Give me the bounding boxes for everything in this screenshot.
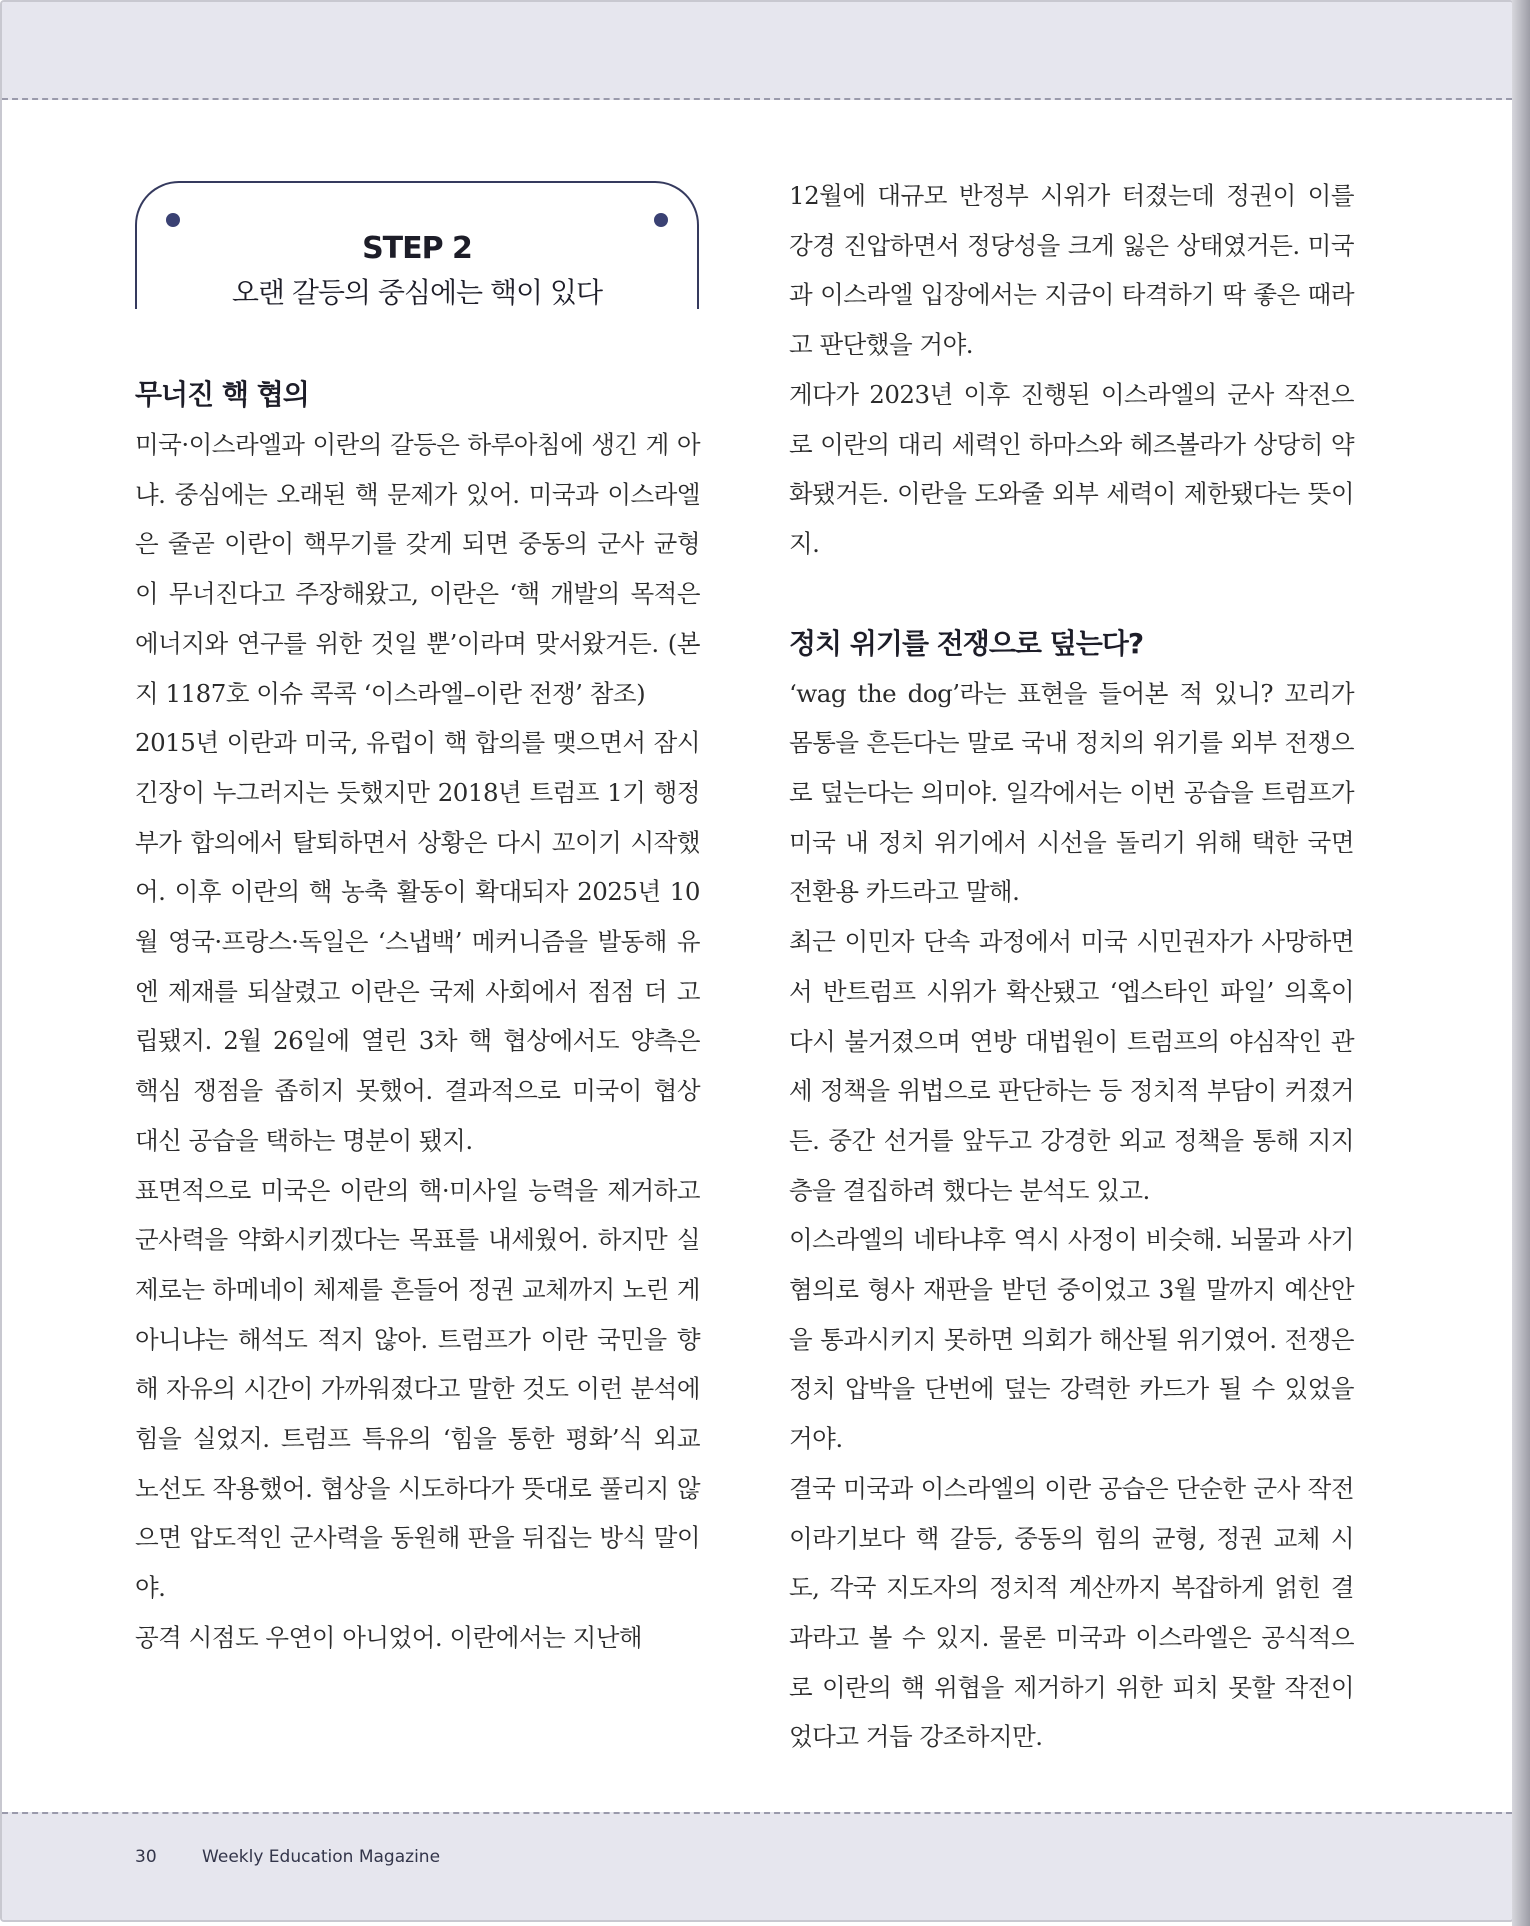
body-paragraph: 공격 시점도 우연이 아니었어. 이란에서는 지난해 [135, 1622, 643, 1652]
dot-ornament-right [654, 213, 668, 227]
right-column [789, 171, 1354, 1762]
body-paragraph: 이스라엘의 네타냐후 역시 사정이 비슷해. 뇌물과 사기 혐의로 형사 재판을 받던 중이었고 3월 말까지 예산안을 통과시키지 못하면 의회가 해산될 위기였어. 전쟁은 정치 압박을 단번에 덮는 강력한 카드가 될 수 있었을 거야. [789, 1225, 1354, 1454]
left-column [135, 370, 700, 1663]
top-margin-band [2, 2, 1512, 100]
step-header-box [135, 181, 699, 309]
body-paragraph: 표면적으로 미국은 이란의 핵·미사일 능력을 제거하고 군사력을 약화시키겠다는 목표를 내세웠어. 하지만 실제로는 하메네이 체제를 흔들어 정권 교체까지 노린 게 아니냐는 해석도 적지 않아. 트럼프가 이란 국민을 향해 자유의 시간이 가까워졌다고 말한 것도 이런 분석에 힘을 실었지. 트럼프 특유의 ‘힘을 통한 평화’식 외교 노선도 작용했어. 협상을 시도하다가 뜻대로 풀리지 않으면 압도적인 군사력을 동원해 판을 뒤집는 방식 말이야. [135, 1175, 700, 1603]
body-paragraph: 12월에 대규모 반정부 시위가 터졌는데 정권이 이를 강경 진압하면서 정당성을 크게 잃은 상태였거든. 미국과 이스라엘 입장에서는 지금이 타격하기 딱 좋은 때라고 판단했을 거야. [789, 181, 1354, 360]
body-paragraph: 미국·이스라엘과 이란의 갈등은 하루아침에 생긴 게 아냐. 중심에는 오래된 핵 문제가 있어. 미국과 이스라엘은 줄곧 이란이 핵무기를 갖게 되면 중동의 군사 균형이 무너진다고 주장해왔고, 이란은 ‘핵 개발의 목적은 에너지와 연구를 위한 것일 뿐’이라며 맞서왔거든. (본지 1187호 이슈 콕콕 ‘이스라엘–이란 전쟁’ 참조) [135, 430, 700, 708]
page-number: 30 [135, 1847, 157, 1867]
body-paragraph: ‘wag the dog’라는 표현을 들어본 적 있니? 꼬리가 몸통을 흔든다는 말로 국내 정치의 위기를 외부 전쟁으로 덮는다는 의미야. 일각에서는 이번 공습을 트럼프가 미국 내 정치 위기에서 시선을 돌리기 위해 택한 국면 전환용 카드라고 말해. [789, 678, 1354, 907]
dot-ornament-left [166, 213, 180, 227]
body-paragraph: 게다가 2023년 이후 진행된 이스라엘의 군사 작전으로 이란의 대리 세력인 하마스와 헤즈볼라가 상당히 약화됐거든. 이란을 도와줄 외부 세력이 제한됐다는 뜻이지. [789, 379, 1354, 558]
page-footer [135, 1847, 440, 1867]
binding-edge [1512, 0, 1530, 1926]
body-paragraph: 최근 이민자 단속 과정에서 미국 시민권자가 사망하면서 반트럼프 시위가 확산됐고 ‘엡스타인 파일’ 의혹이 다시 불거졌으며 연방 대법원이 트럼프의 야심작인 관세 정책을 위법으로 판단하는 등 정치적 부담이 커졌거든. 중간 선거를 앞두고 강경한 외교 정책을 통해 지지층을 결집하려 했다는 분석도 있고. [789, 927, 1354, 1205]
body-paragraph: 결국 미국과 이스라엘의 이란 공습은 단순한 군사 작전이라기보다 핵 갈등, 중동의 힘의 균형, 정권 교체 시도, 각국 지도자의 정치적 계산까지 복잡하게 얽힌 결과라고 볼 수 있지. 물론 미국과 이스라엘은 공식적으로 이란의 핵 위협을 제거하기 위한 피치 못할 작전이었다고 거듭 강조하지만. [789, 1473, 1354, 1752]
step-subtitle: 오랜 갈등의 중심에는 핵이 있다 [231, 276, 603, 309]
section-heading-nuclear-deal: 무너진 핵 협의 [135, 378, 309, 411]
magazine-title: Weekly Education Magazine [202, 1847, 441, 1867]
step-label: STEP 2 [362, 231, 472, 266]
body-paragraph: 2015년 이란과 미국, 유럽이 핵 합의를 맺으면서 잠시 긴장이 누그러지는 듯했지만 2018년 트럼프 1기 행정부가 합의에서 탈퇴하면서 상황은 다시 꼬이기 시작했어. 이후 이란의 핵 농축 활동이 확대되자 2025년 10월 영국·프랑스·독일은 ‘스냅백’ 메커니즘을 발동해 유엔 제재를 되살렸고 이란은 국제 사회에서 점점 더 고립됐지. 2월 26일에 열린 3차 핵 협상에서도 양측은 핵심 쟁점을 좁히지 못했어. 결과적으로 미국이 협상 대신 공습을 택하는 명분이 됐지. [135, 728, 700, 1155]
bottom-margin-band [2, 1812, 1512, 1922]
section-heading-political-crisis: 정치 위기를 전쟁으로 덮는다? [789, 626, 1144, 660]
paragraph-spacer [789, 569, 1354, 619]
